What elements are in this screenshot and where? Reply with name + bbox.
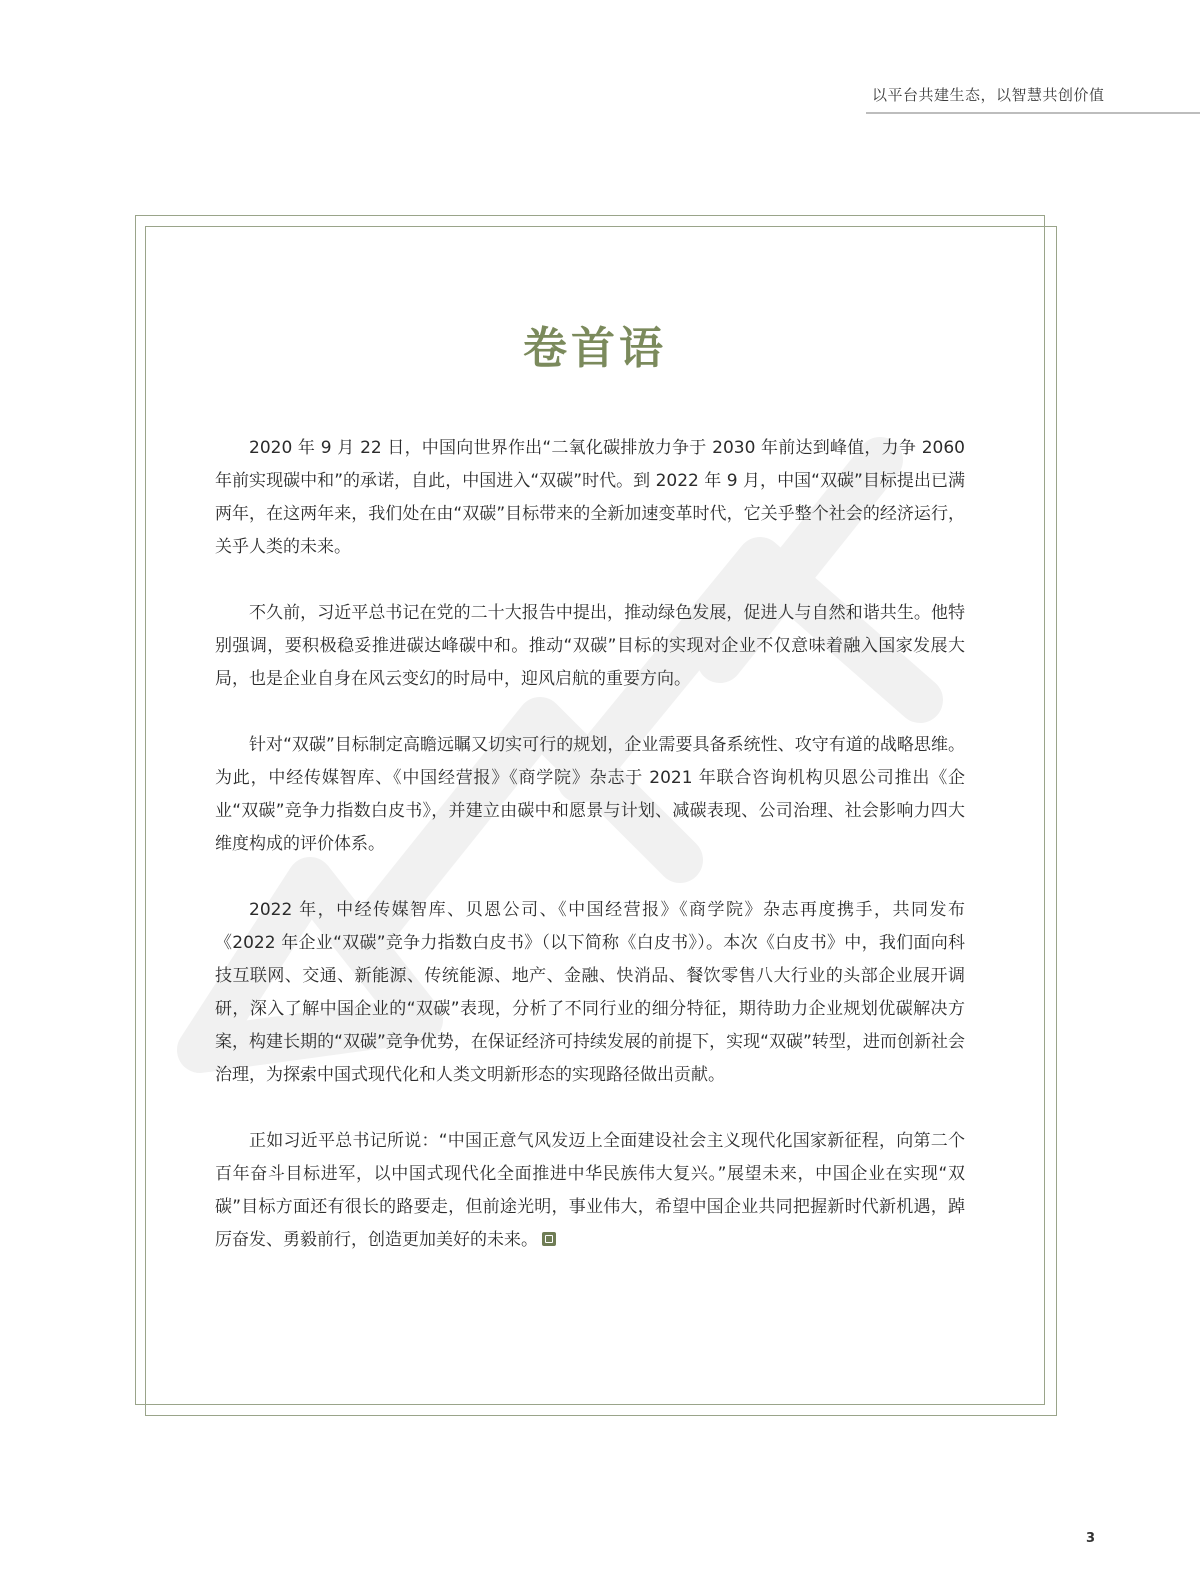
end-mark-icon (542, 1232, 556, 1246)
paragraph: 针对“双碳”目标制定高瞻远瞩又切实可行的规划，企业需要具备系统性、攻守有道的战略思维。为此，中经传媒智库、《中国经营报》《商学院》杂志于 2021 年联合咨询机构贝恩公司推出《企业“双碳”竞争力指数白皮书》，并建立由碳中和愿景与计划、减碳表现、公司治理、社会影响力四大维度构成的评价体系。 (215, 735, 965, 854)
paragraph: 2022 年，中经传媒智库、贝恩公司、《中国经营报》《商学院》杂志再度携手，共同发布《2022 年企业“双碳”竞争力指数白皮书》（以下简称《白皮书》）。本次《白皮书》中，我们面向科技互联网、交通、新能源、传统能源、地产、金融、快消品、餐饮零售八大行业的头部企业展开调研，深入了解中国企业的“双碳”表现，分析了不同行业的细分特征，期待助力企业规划优碳解决方案，构建长期的“双碳”竞争优势，在保证经济可持续发展的前提下，实现“双碳”转型，进而创新社会治理，为探索中国式现代化和人类文明新形态的实现路径做出贡献。 (215, 900, 965, 1085)
paragraph: 不久前，习近平总书记在党的二十大报告中提出，推动绿色发展，促进人与自然和谐共生。他特别强调，要积极稳妥推进碳达峰碳中和。推动“双碳”目标的实现对企业不仅意味着融入国家发展大局，也是企业自身在风云变幻的时局中，迎风启航的重要方向。 (215, 603, 965, 689)
header-rule (866, 112, 1200, 114)
paragraph (215, 1125, 965, 1257)
page-number: 3 (1086, 1531, 1096, 1546)
body-text (215, 432, 965, 1290)
page-title: 卷首语 (523, 323, 667, 374)
header-tagline: 以平台共建生态，以智慧共创价值 (872, 86, 1105, 104)
paragraph: 2020 年 9 月 22 日，中国向世界作出“二氧化碳排放力争于 2030 年前达到峰值，力争 2060 年前实现碳中和”的承诺，自此，中国进入“双碳”时代。到 2022 年 9 月，中国“双碳”目标提出已满两年，在这两年来，我们处在由“双碳”目标带来的全新加速变革时代，它关乎整个社会的经济运行，关乎人类的未来。 (215, 438, 965, 557)
paragraph-text: 正如习近平总书记所说：“中国正意气风发迈上全面建设社会主义现代化国家新征程，向第二个百年奋斗目标进军，以中国式现代化全面推进中华民族伟大复兴。”展望未来，中国企业在实现“双碳”目标方面还有很长的路要走，但前途光明，事业伟大，希望中国企业共同把握新时代新机遇，踔厉奋发、勇毅前行，创造更加美好的未来。 (215, 1131, 965, 1250)
